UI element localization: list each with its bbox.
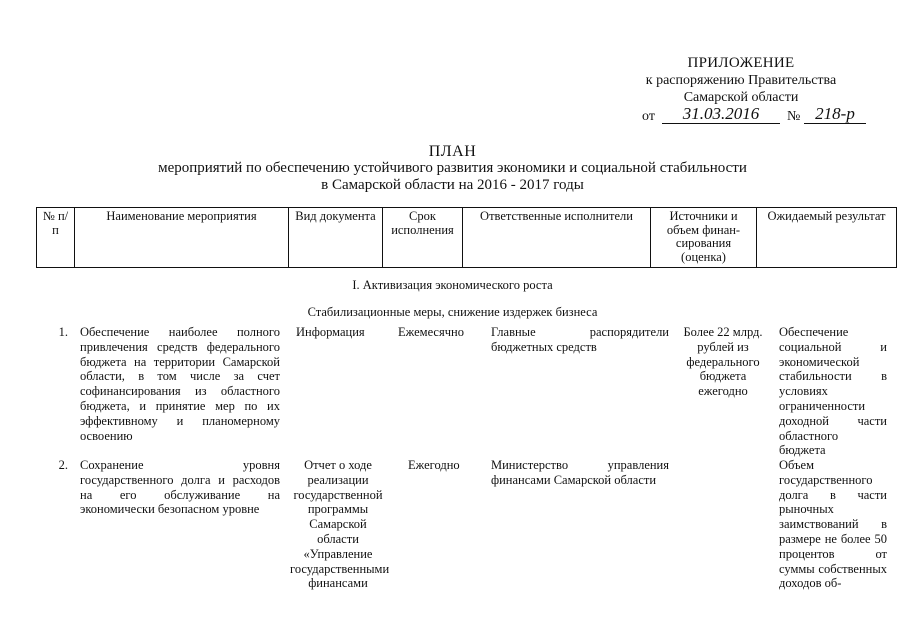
- row-result: Обеспечение социальной и экономической стабильности в условиях ограниченности доходной части областного бюджета: [779, 325, 887, 458]
- appendix-line1: к распоряжению Правительства: [645, 73, 837, 88]
- appendix-block: [600, 55, 882, 126]
- plan-title: ПЛАН: [428, 143, 477, 160]
- row-term: Ежегодно: [408, 458, 460, 472]
- header-result: Ожидаемый результат: [757, 208, 897, 268]
- header-name: Наименование мероприятия: [75, 208, 289, 268]
- subsection-heading: Стабилизационные меры, снижение издержек бизнеса: [307, 305, 598, 319]
- appendix-line2: Самарской области: [683, 90, 799, 105]
- header-term: Срок исполнения: [383, 208, 463, 268]
- row-name: Обеспечение наиболее полного привлечения средств федерального бюджета на территории Самарской области, в том числе за счет софинансирования из областного бюджета, и принятие мер по их эффективному и планомерному освоению: [80, 325, 280, 443]
- header-doc-type: Вид документа: [289, 208, 383, 268]
- row-term: Ежемесячно: [398, 325, 464, 339]
- row-number: 1.: [58, 325, 68, 339]
- header-number: № п/п: [37, 208, 75, 268]
- plan-table-header: [36, 207, 897, 268]
- row-executors: Министерство управления финансами Самарской области: [491, 458, 669, 487]
- order-date-number: [600, 106, 882, 126]
- handwritten-number: 218-р: [804, 104, 866, 124]
- header-row: [37, 208, 897, 268]
- row-executors: Главные распорядители бюджетных средств: [491, 325, 669, 354]
- row-funding: Более 22 млрд. рублей из федерального бюджета ежегодно: [683, 325, 763, 399]
- appendix-title: ПРИЛОЖЕНИЕ: [687, 55, 795, 71]
- row-name: Сохранение уровня государственного долга и расходов на его обслуживание на экономически безопасном уровне: [80, 458, 280, 517]
- plan-subtitle-line1: мероприятий по обеспечению устойчивого развития экономики и социальной стабильности: [158, 160, 747, 176]
- plan-subtitle-line2: в Самарской области на 2016 - 2017 годы: [321, 177, 584, 193]
- plan-heading: [0, 143, 905, 194]
- row-doc-type: Отчет о ходе реализации государственной программы Самарской области «Управление государственными финансами: [290, 458, 390, 591]
- handwritten-date: 31.03.2016: [662, 104, 780, 124]
- from-label: от: [642, 109, 655, 124]
- row-result: Объем государственного долга в части рыночных заимствований в размере не более 50 процентов от суммы собственных доходов об-: [779, 458, 887, 591]
- section-heading: I. Активизация экономического роста: [352, 278, 553, 292]
- header-executors: Ответственные исполнители: [463, 208, 651, 268]
- row-doc-type: Информация: [296, 325, 365, 339]
- row-number: 2.: [58, 458, 68, 472]
- number-label: №: [787, 109, 801, 124]
- header-funding: Источники и объем финан-сирования (оценка): [651, 208, 757, 268]
